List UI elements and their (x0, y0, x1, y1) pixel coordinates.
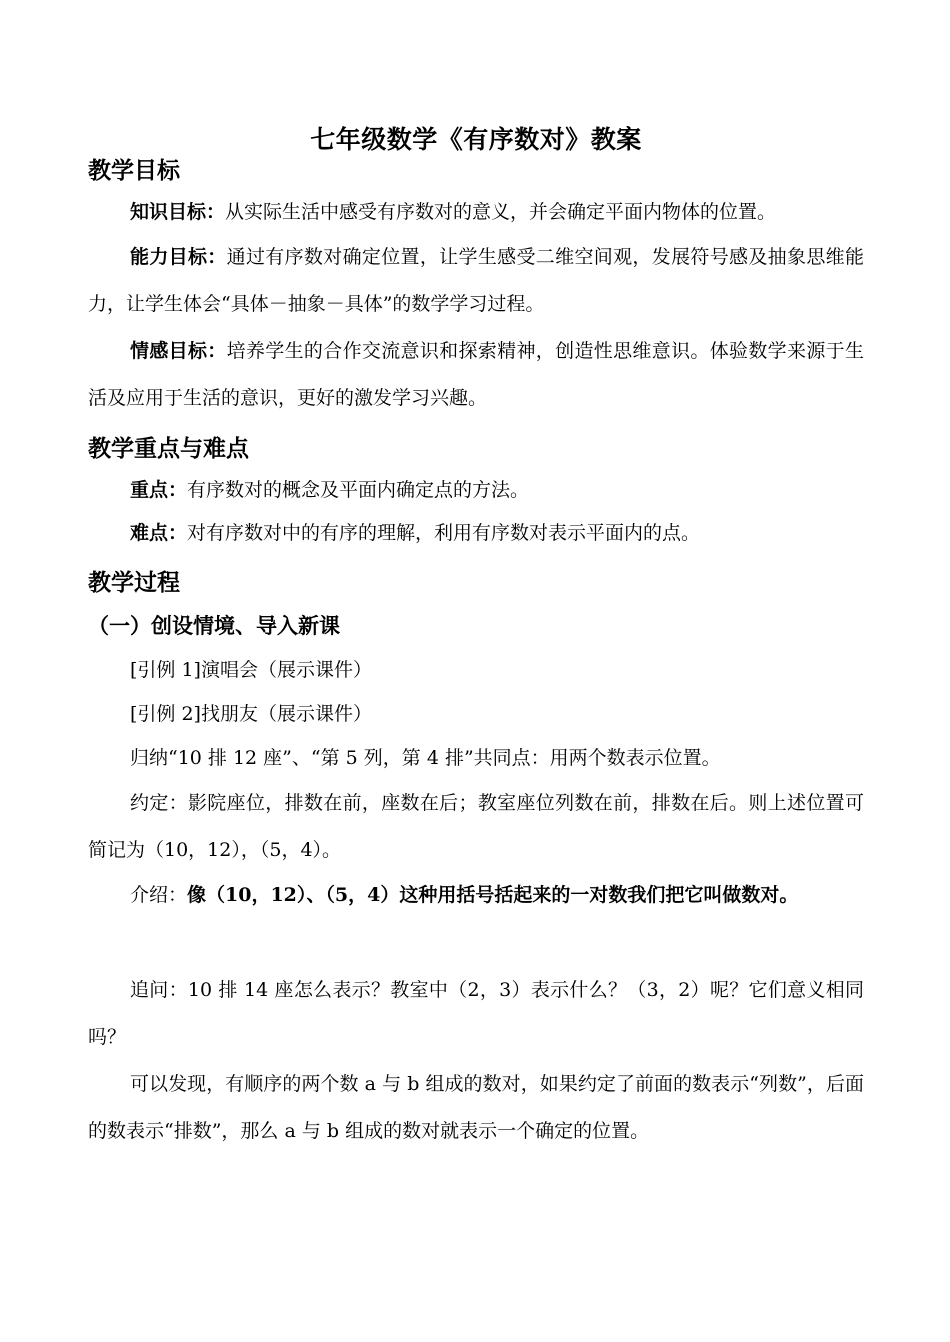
text-difficult: 对有序数对中的有序的理解，利用有序数对表示平面内的点。 (187, 522, 701, 544)
label-key: 重点： (130, 479, 188, 501)
paragraph-emotion-objective (88, 328, 864, 422)
paragraph-example-2: [引例 2]找朋友（展示课件） (130, 703, 372, 725)
paragraph-question: 追问：10 排 14 座怎么表示？教室中（2，3）表示什么？（3，2）呢？它们意义相同吗？ (88, 979, 864, 1048)
label-difficult: 难点： (130, 522, 188, 544)
label-ability: 能力目标： (130, 246, 227, 268)
paragraph-ability-objective (88, 234, 864, 328)
label-emotion: 情感目标： (130, 340, 227, 362)
subheading-situation: （一）创设情境、导入新课 (88, 613, 340, 638)
label-knowledge: 知识目标： (130, 201, 226, 223)
label-intro: 介绍： (130, 884, 188, 906)
paragraph-example-1: [引例 1]演唱会（展示课件） (130, 659, 372, 681)
paragraph-introduction (88, 872, 864, 919)
document-title: 七年级数学《有序数对》教案 (310, 125, 642, 154)
text-intro-bold: 像（10，12）、（5，4）这种用括号括起来的一对数我们把它叫做数对。 (187, 884, 799, 906)
heading-focus: 教学重点与难点 (88, 436, 249, 462)
paragraph-knowledge-objective (88, 189, 864, 236)
paragraph-summary: 归纳“10 排 12 座”、“第 5 列，第 4 排”共同点：用两个数表示位置。 (130, 747, 721, 769)
paragraph-key-point (88, 467, 864, 514)
heading-objectives: 教学目标 (88, 158, 180, 184)
heading-process: 教学过程 (88, 570, 180, 596)
paragraph-convention: 约定：影院座位，排数在前，座数在后；教室座位列数在前，排数在后。则上述位置可简记为（10，12），（5，4）。 (88, 792, 864, 861)
paragraph-conclusion: 可以发现，有顺序的两个数 a 与 b 组成的数对，如果约定了前面的数表示“列数”，后面的数表示“排数”，那么 a 与 b 组成的数对就表示一个确定的位置。 (88, 1073, 864, 1142)
paragraph-difficult-point (88, 510, 864, 557)
text-ability: 通过有序数对确定位置，让学生感受二维空间观，发展符号感及抽象思维能力，让学生体会“具体－抽象－具体”的数学学习过程。 (88, 246, 864, 315)
text-emotion: 培养学生的合作交流意识和探索精神，创造性思维意识。体验数学来源于生活及应用于生活的意识，更好的激发学习兴趣。 (88, 340, 864, 409)
text-key: 有序数对的概念及平面内确定点的方法。 (187, 479, 530, 501)
text-knowledge: 从实际生活中感受有序数对的意义，并会确定平面内物体的位置。 (225, 201, 777, 223)
